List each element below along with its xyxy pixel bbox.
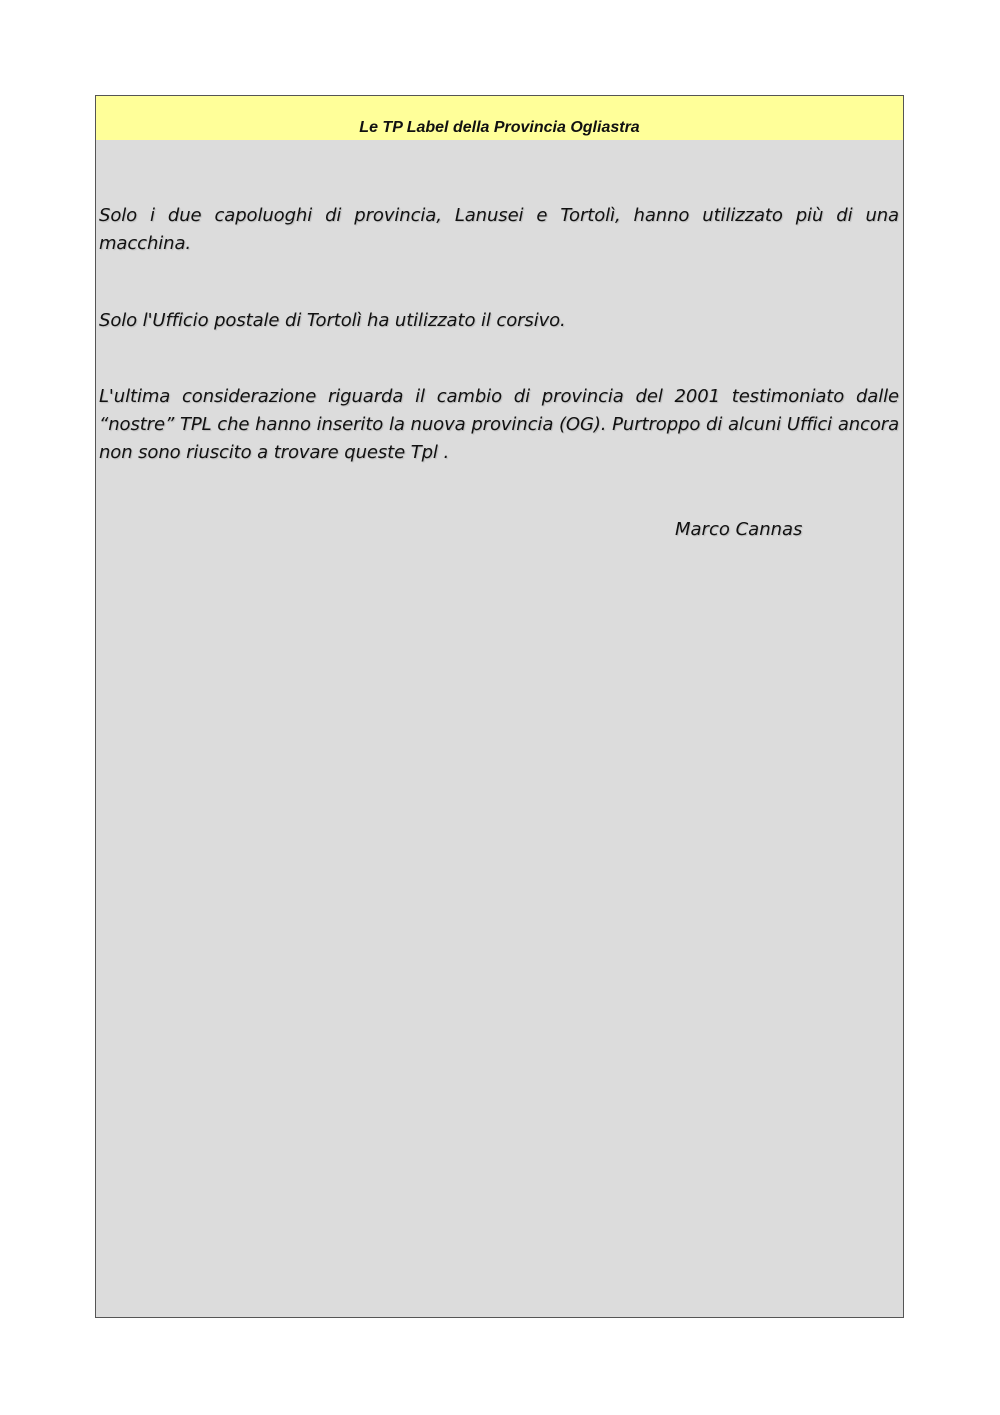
author-signature: Marco Cannas xyxy=(675,519,803,540)
paragraph-cambio-provincia: L'ultima considerazione riguarda il cambio di provincia del 2001 testimoniato dalle “nostre” TPL che hanno inserito la nuova provincia (OG). Purtroppo di alcuni Uffici ancora non sono riuscito a trovare queste Tpl . xyxy=(99,386,899,463)
paragraph-capoluoghi: Solo i due capoluoghi di provincia, Lanusei e Tortolì, hanno utilizzato più di una macchina. xyxy=(99,205,899,254)
page-title: Le TP Label della Provincia Ogliastra xyxy=(359,119,640,136)
title-bar xyxy=(96,96,903,140)
paragraph-corsivo: Solo l'Ufficio postale di Tortolì ha utilizzato il corsivo. xyxy=(99,310,566,331)
document-page xyxy=(95,95,904,1318)
